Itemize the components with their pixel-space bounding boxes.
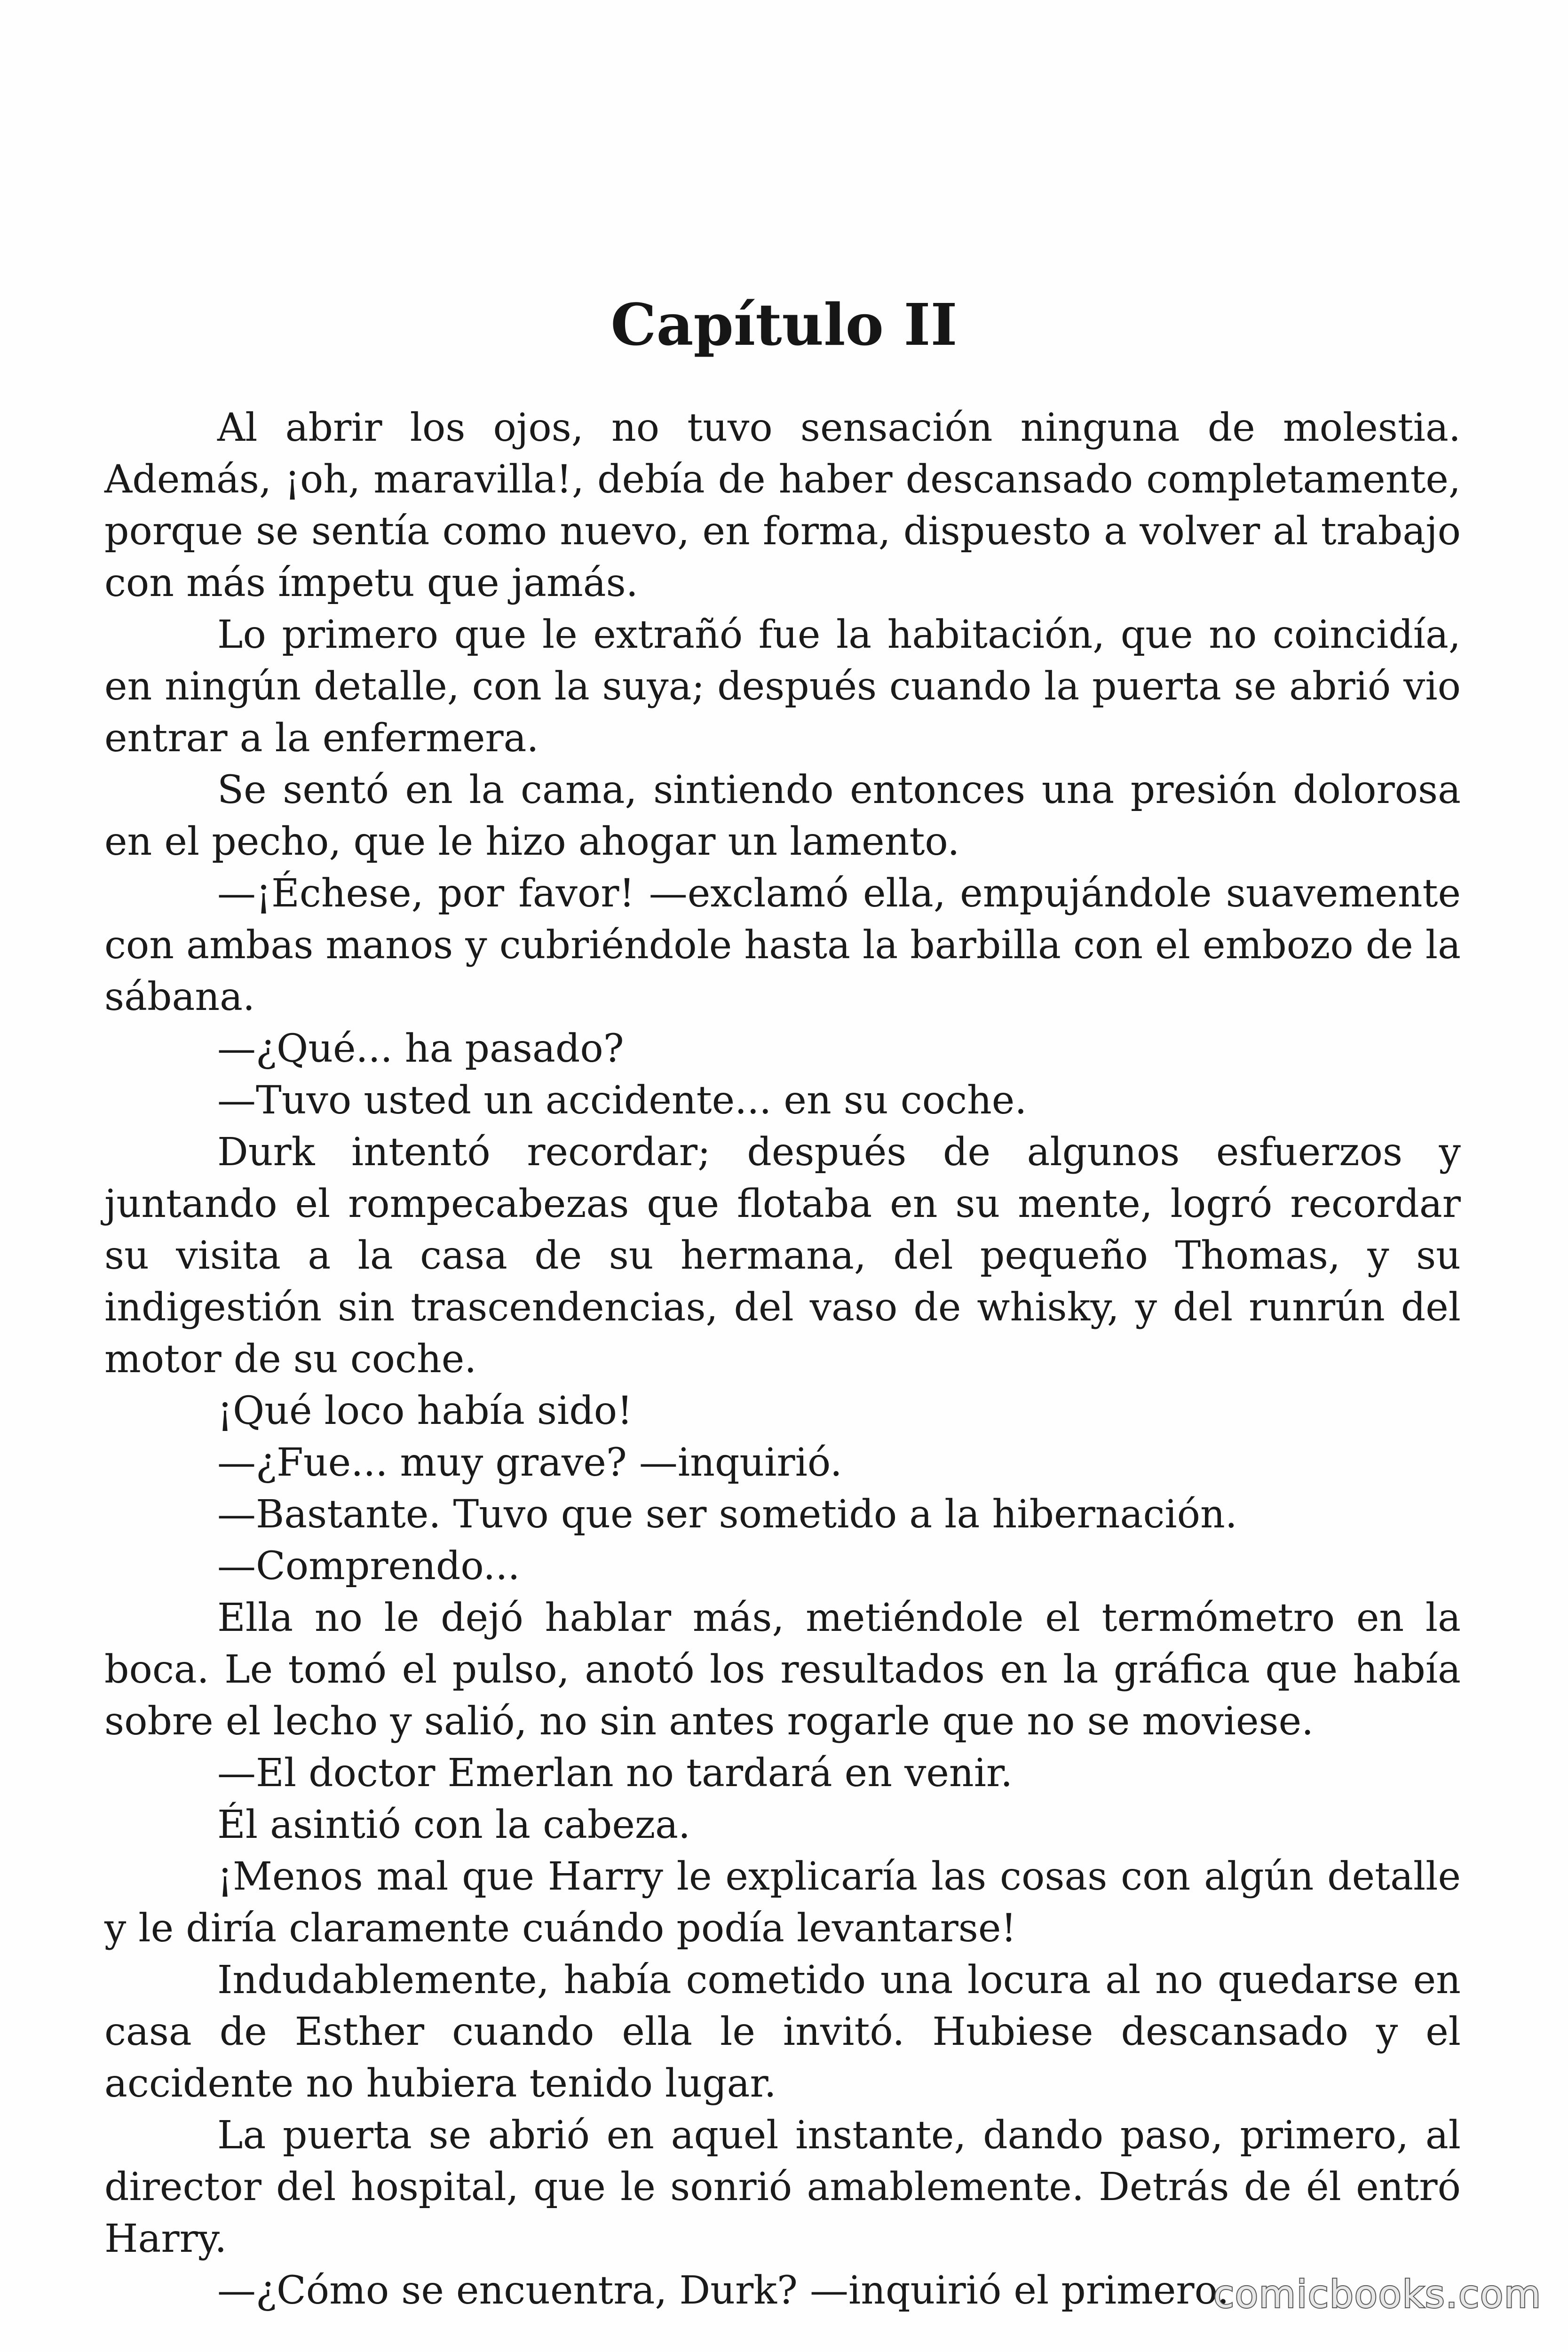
paragraph: La puerta se abrió en aquel instante, dando paso, primero, al director del hospital, que le sonrió amablemente. Detrás de él entró Harry. xyxy=(104,2113,1461,2261)
paragraph: —Bastante. Tuvo que ser sometido a la hibernación. xyxy=(217,1492,1237,1537)
paragraph: Se sentó en la cama, sintiendo entonces una presión dolorosa en el pecho, que le hizo ahogar un lamento. xyxy=(104,768,1461,864)
watermark: comicbooks.com xyxy=(1213,2273,1542,2316)
chapter-title: Capítulo II xyxy=(610,291,958,358)
paragraph: —¿Cómo se encuentra, Durk? —inquirió el primero. xyxy=(217,2268,1229,2313)
paragraph: Indudablemente, había cometido una locura al no quedarse en casa de Esther cuando ella le invitó. Hubiese descansado y el accidente no hubiera tenido lugar. xyxy=(104,1958,1461,2106)
paragraph: ¡Qué loco había sido! xyxy=(217,1389,633,1433)
paragraph: Lo primero que le extrañó fue la habitación, que no coincidía, en ningún detalle, con la suya; después cuando la puerta se abrió vio entrar a la enfermera. xyxy=(104,612,1461,761)
paragraph: —¿Qué... ha pasado? xyxy=(217,1026,624,1071)
paragraph: Al abrir los ojos, no tuvo sensación ninguna de molestia. Además, ¡oh, maravilla!, debía de haber descansado completamente, porque se sentía como nuevo, en forma, dispuesto a volver al trabajo con más ímpetu que jamás. xyxy=(104,405,1461,605)
paragraph: —¡Échese, por favor! —exclamó ella, empujándole suavemente con ambas manos y cubriéndole hasta la barbilla con el embozo de la sábana. xyxy=(104,871,1461,1019)
paragraph: —¿Fue... muy grave? —inquirió. xyxy=(217,1440,842,1485)
paragraph: Él asintió con la cabeza. xyxy=(217,1803,691,1847)
paragraph: Ella no le dejó hablar más, metiéndole el termómetro en la boca. Le tomó el pulso, anotó los resultados en la gráfica que había sobre el lecho y salió, no sin antes rogarle que no se moviese. xyxy=(104,1596,1461,1744)
chapter-body xyxy=(104,402,1461,2317)
paragraph: —El doctor Emerlan no tardará en venir. xyxy=(217,1751,1013,1796)
paragraph: ¡Menos mal que Harry le explicaría las cosas con algún detalle y le diría claramente cuándo podía levantarse! xyxy=(104,1854,1461,1951)
paragraph: Durk intentó recordar; después de algunos esfuerzos y juntando el rompecabezas que flotaba en su mente, logró recordar su visita a la casa de su hermana, del pequeño Thomas, y su indigestión sin trascendencias, del vaso de whisky, y del runrún del motor de su coche. xyxy=(104,1130,1461,1382)
paragraph: —Comprendo... xyxy=(217,1544,520,1589)
paragraph: —Tuvo usted un accidente... en su coche. xyxy=(217,1078,1027,1123)
